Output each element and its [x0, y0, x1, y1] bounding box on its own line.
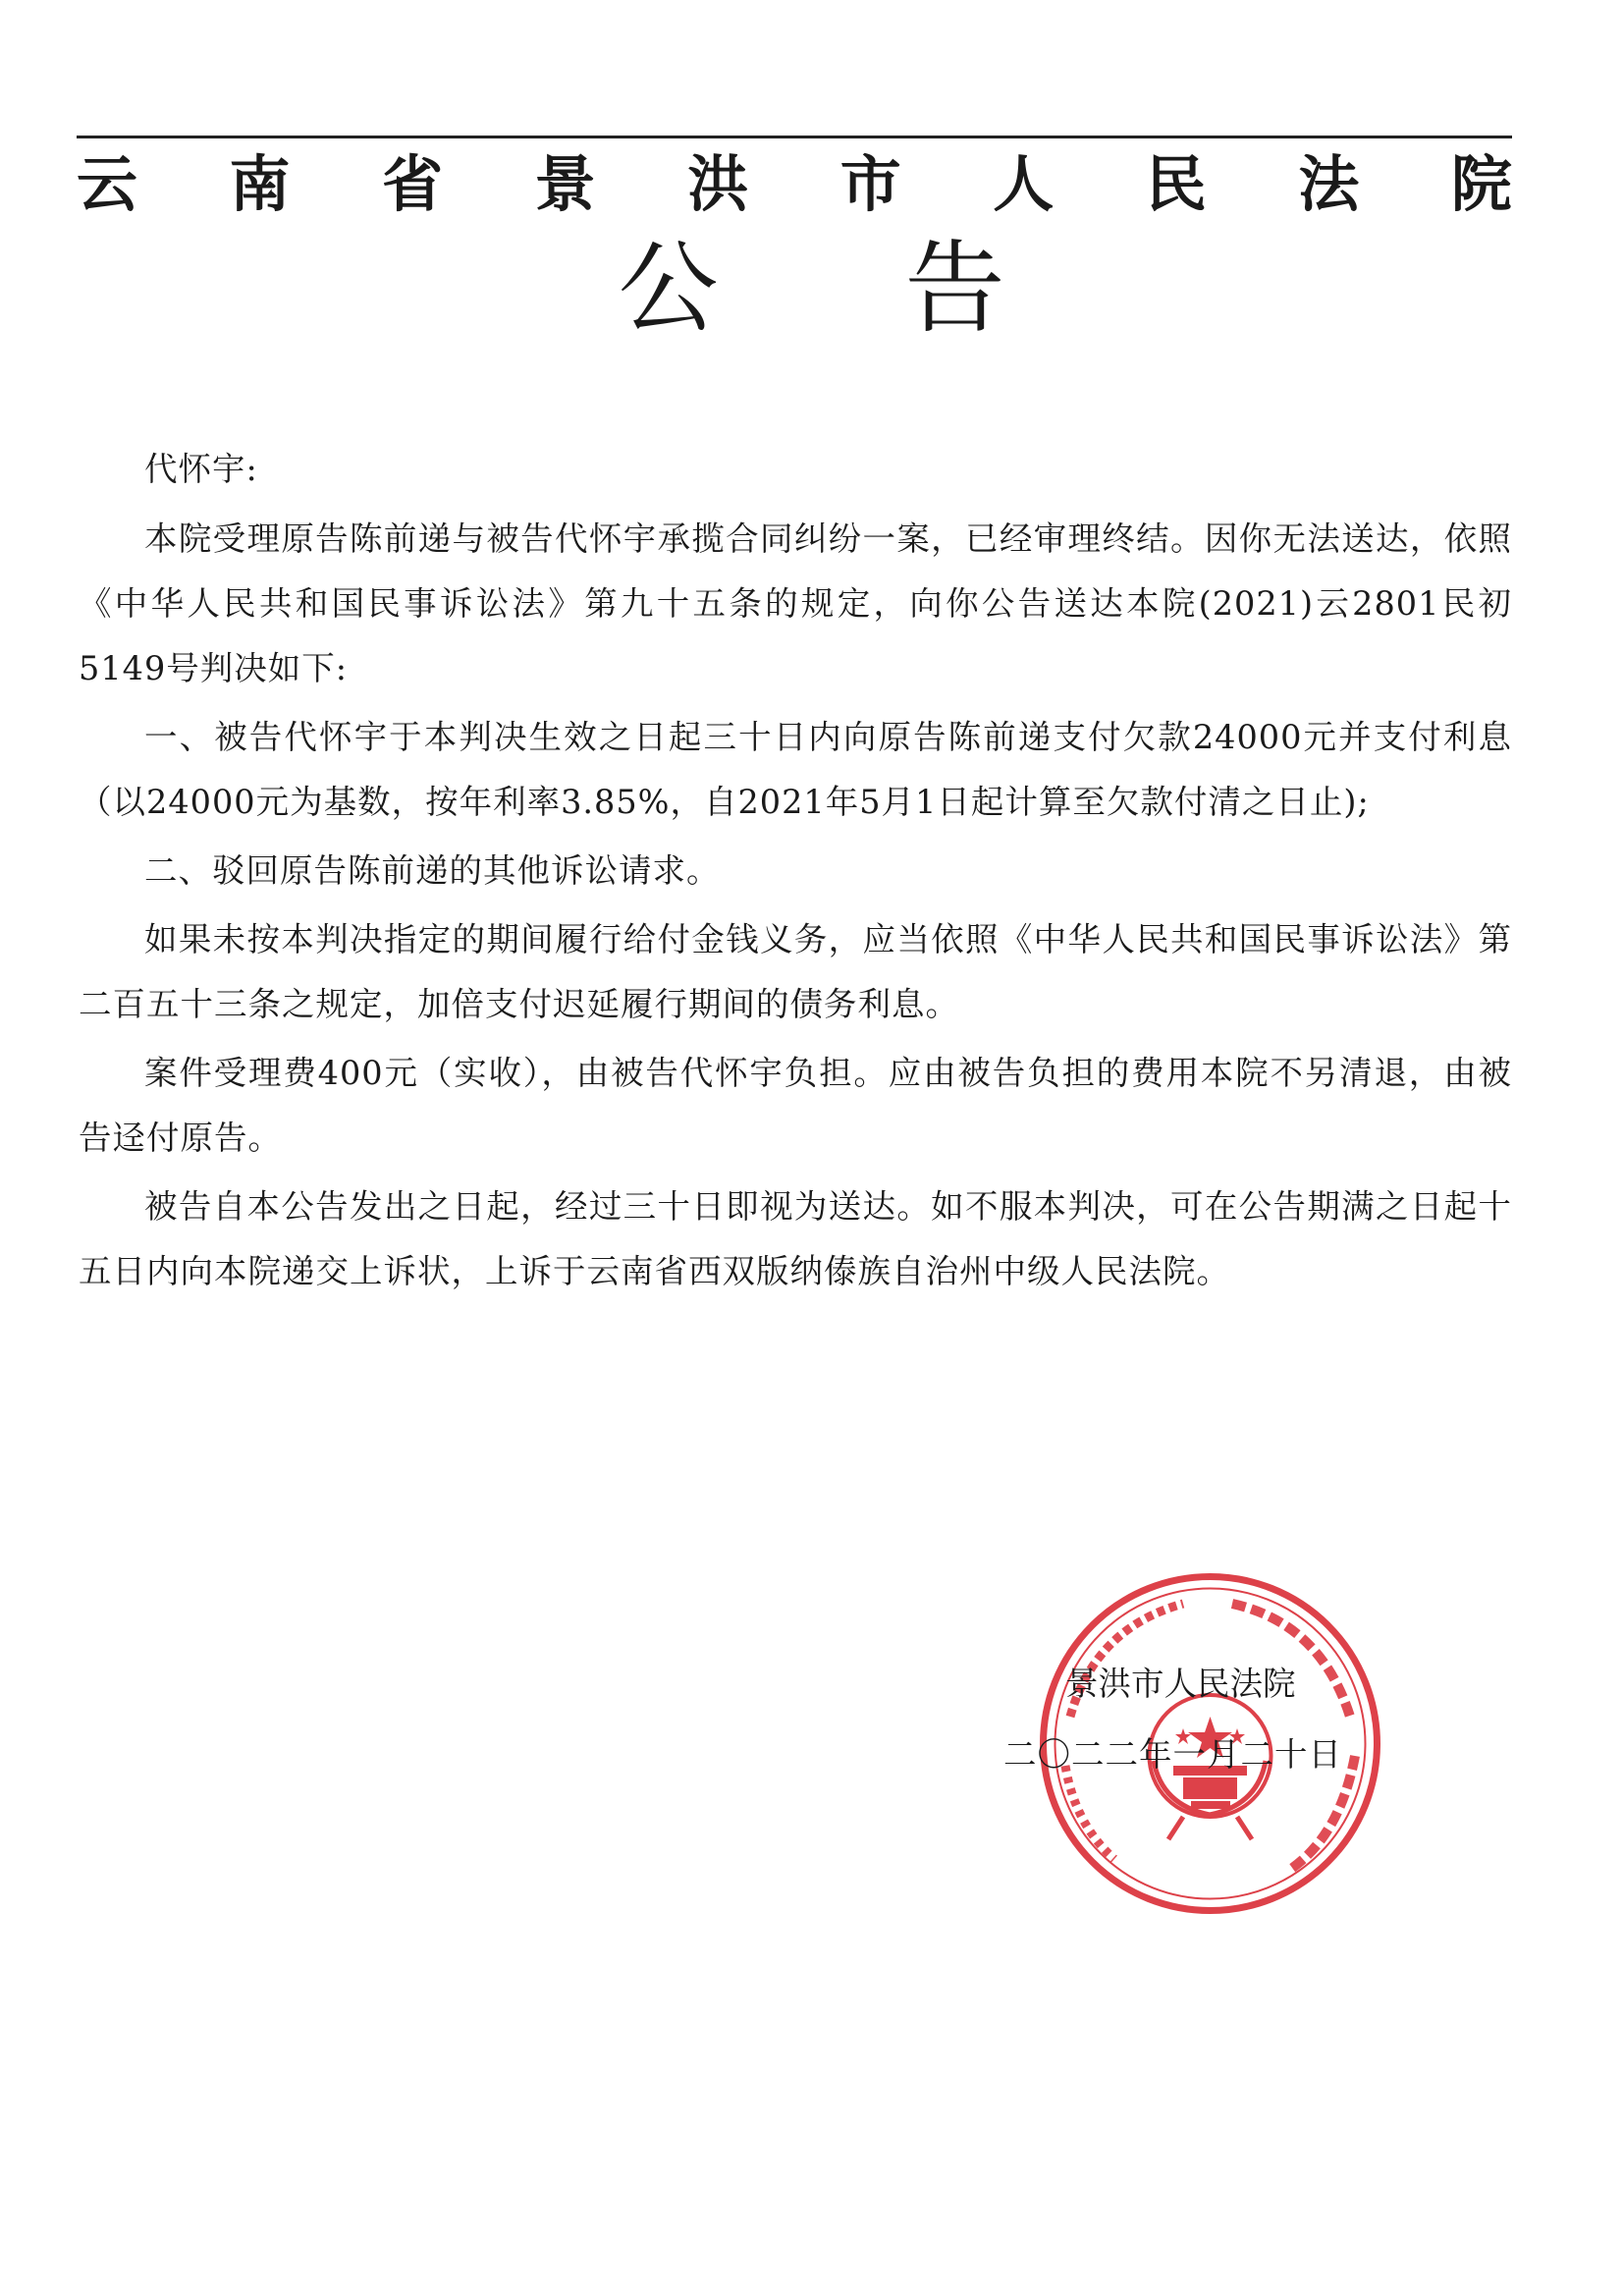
court-name-char: 洪 [687, 148, 749, 220]
court-name-char: 南 [229, 148, 291, 220]
court-name-header [77, 145, 1512, 224]
signature-date: 二〇二二年一月二十日 [1003, 1735, 1342, 1774]
paragraph-judgment-item-1: 一、被告代怀宇于本判决生效之日起三十日内向原告陈前递支付欠款24000元并支付利息（以24000元为基数，按年利率3.85%，自2021年5月1日起计算至欠款付清之日止); [79, 718, 1512, 821]
title-char: 公 [618, 231, 719, 348]
court-name-char: 民 [1145, 148, 1207, 220]
paragraph-case-intro: 本院受理原告陈前递与被告代怀宇承揽合同纠纷一案，已经审理终结。因你无法送达，依照《中华人民共和国民事诉讼法》第九十五条的规定，向你公告送达本院(2021)云2801民初5149号判决如下: [79, 519, 1512, 687]
court-name-char: 景 [534, 148, 596, 220]
paragraph-case-fee: 案件受理费400元（实收），由被告代怀宇负担。应由被告负担的费用本院不另清退，由被告迳付原告。 [79, 1054, 1512, 1157]
notice-body [79, 437, 1512, 1308]
court-name-char: 院 [1450, 148, 1512, 220]
court-name-char: 人 [993, 148, 1055, 220]
paragraph-judgment-item-2: 二、驳回原告陈前递的其他诉讼请求。 [144, 851, 721, 890]
header-rule [77, 136, 1512, 138]
court-name-char: 法 [1298, 148, 1360, 220]
paragraph-service-appeal: 被告自本公告发出之日起，经过三十日即视为送达。如不服本判决，可在公告期满之日起十五日内向本院递交上诉状，上诉于云南省西双版纳傣族自治州中级人民法院。 [79, 1187, 1512, 1290]
title-char: 告 [904, 231, 1005, 348]
signature-court-name: 景洪市人民法院 [1065, 1665, 1296, 1703]
court-name-char: 云 [77, 148, 138, 220]
paragraph-late-interest: 如果未按本判决指定的期间履行给付金钱义务，应当依照《中华人民共和国民事诉讼法》第二百五十三条之规定，加倍支付迟延履行期间的债务利息。 [79, 920, 1512, 1023]
salutation: 代怀宇: [144, 450, 258, 488]
document-title [0, 231, 1623, 348]
court-name-char: 市 [839, 148, 901, 220]
court-name-char: 省 [382, 148, 444, 220]
